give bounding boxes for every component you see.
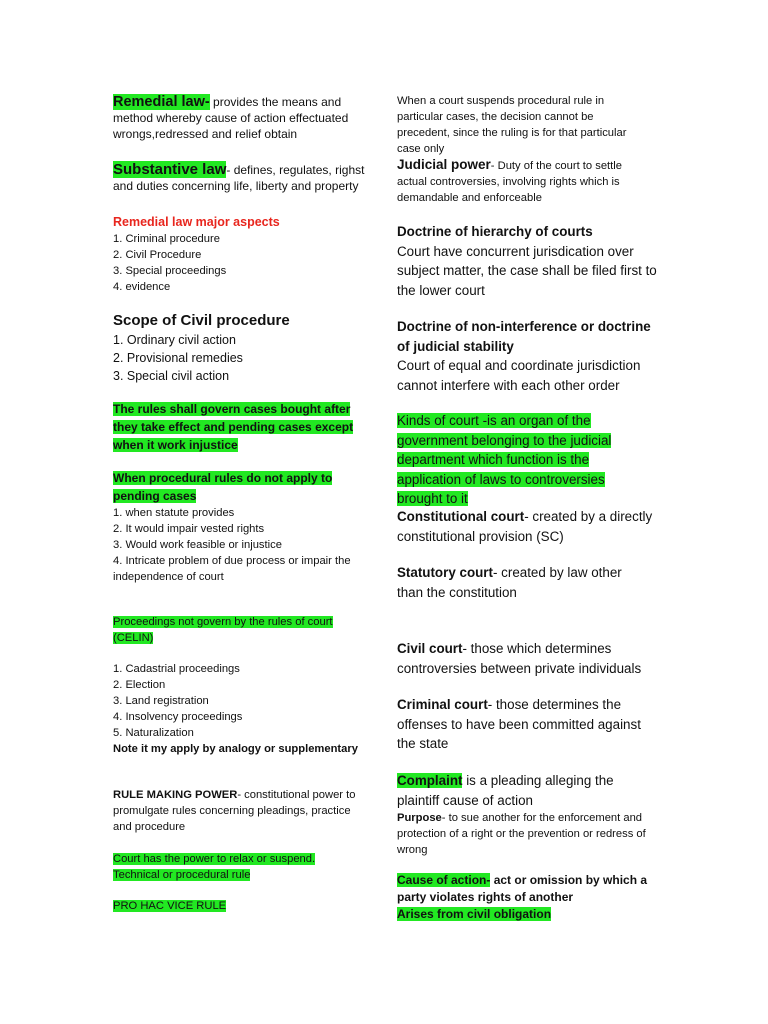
pro-hac-block [113,898,383,914]
aspects-title: Remedial law major aspects [113,215,280,229]
aspects-block [113,213,383,295]
aspect-item: 4. evidence [113,281,171,293]
not-govern-item: 2. Election [113,679,166,691]
not-govern-title: Proceedings not govern by the rules of court (CELIN) [113,616,333,644]
not-apply-item: 3. Would work feasible or injustice [113,539,282,551]
not-govern-item: 3. Land registration [113,695,209,707]
civil-court-title: Civil court [397,641,463,656]
rules-govern-text: The rules shall govern cases bought after they take effect and pending cases except when it work injustice [113,402,354,452]
aspect-item: 3. Special proceedings [113,265,227,277]
cause-of-action-title: Cause of action- [397,873,491,887]
non-interference-desc: Court of equal and coordinate jurisdiction cannot interfere with each other order [397,358,641,393]
judicial-power-desc: - Duty of the court to settle actual controversies, involving rights which is demandable and enforceable [397,160,622,204]
complaint-title: Complaint [397,773,463,788]
constitutional-court-title: Constitutional court [397,509,525,524]
rule-making-block [113,787,368,835]
rules-govern-block [113,400,363,454]
rule-making-desc: - constitutional power to promulgate rules concerning pleadings, practice and procedure [113,789,356,833]
statutory-court-title: Statutory court [397,565,493,580]
relax-block [113,851,343,883]
not-apply-block [113,469,383,585]
cause-of-action-block [397,872,652,923]
not-apply-item: 1. when statute provides [113,507,235,519]
suspend-text: When a court suspends procedural rule in particular cases, the decision cannot be precedent, since the ruling is for that particular case only [397,95,627,155]
scope-item: 1. Ordinary civil action [113,333,236,347]
substantive-law-desc: - defines, regulates, righst and duties concerning life, liberty and property [113,163,365,193]
criminal-court-desc: - those determines the offenses to have been committed against the state [397,697,641,751]
criminal-court-title: Criminal court [397,697,488,712]
not-govern-block [113,614,353,646]
scope-title: Scope of Civil procedure [113,312,290,329]
statutory-court-desc: - created by law other than the constitution [397,565,622,600]
not-govern-item: 1. Cadastrial proceedings [113,663,240,675]
hierarchy-block [397,222,662,300]
suspend-block [397,93,647,157]
purpose-title: Purpose [397,812,442,824]
judicial-power-block [397,157,647,206]
hierarchy-desc: Court have concurrent jurisdication over subject matter, the case shall be filed first to the lower court [397,243,657,298]
not-apply-item: 4. Intricate problem of due process or impair the independence of court [113,555,351,583]
civil-court-desc: - those which determines controversies between private individuals [397,641,642,676]
not-govern-item: 4. Insolvency proceedings [113,711,243,723]
substantive-law-title: Substantive law [113,161,227,178]
not-govern-item: 5. Naturalization [113,727,194,739]
remedial-law-desc: provides the means and method whereby cause of action effectuated wrongs,redressed and relief obtain [113,95,349,141]
judicial-power-title: Judicial power [397,157,491,172]
kinds-text: Kinds of court -is an organ of the government belonging to the judicial department which function is the application of laws to controversies brought to it [397,413,612,506]
arises-text: Arises from civil obligation [397,907,552,921]
criminal-court-block [397,695,662,754]
pro-hac-text: PRO HAC VICE RULE [113,900,227,912]
hierarchy-title: Doctrine of hierarchy of courts [397,224,593,239]
remedial-law-block [113,94,383,142]
complaint-desc: is a pleading alleging the plaintiff cause of action [397,773,614,808]
constitutional-court-desc: - created by a directly constitutional provision (SC) [397,509,653,544]
complaint-block [397,771,647,858]
remedial-law-title: Remedial law- [113,94,210,110]
not-apply-item: 2. It would impair vested rights [113,523,265,535]
aspect-item: 1. Criminal procedure [113,233,220,245]
rule-making-title: RULE MAKING POWER [113,789,238,801]
aspect-item: 2. Civil Procedure [113,249,202,261]
purpose-desc: - to sue another for the enforcement and protection of a right or the prevention or redress of wrong [397,812,646,856]
note-text: Note it my apply by analogy or supplementary [113,743,358,755]
statutory-court-block [397,563,637,602]
not-govern-list [113,661,383,757]
non-interference-block [397,317,662,395]
relax-text: Court has the power to relax or suspend. Technical or procedural rule [113,853,316,881]
substantive-law-block [113,162,383,194]
scope-item: 3. Special civil action [113,369,230,383]
cause-of-action-desc: act or omission by which a party violates rights of another [397,873,648,904]
constitutional-court-block [397,507,662,546]
civil-court-block [397,639,662,678]
scope-item: 2. Provisional remedies [113,351,243,365]
kinds-block [397,411,632,509]
non-interference-title: Doctrine of non-interference or doctrine of judicial stability [397,319,651,354]
scope-block [113,311,383,385]
not-apply-title: When procedural rules do not apply to pending cases [113,471,333,503]
